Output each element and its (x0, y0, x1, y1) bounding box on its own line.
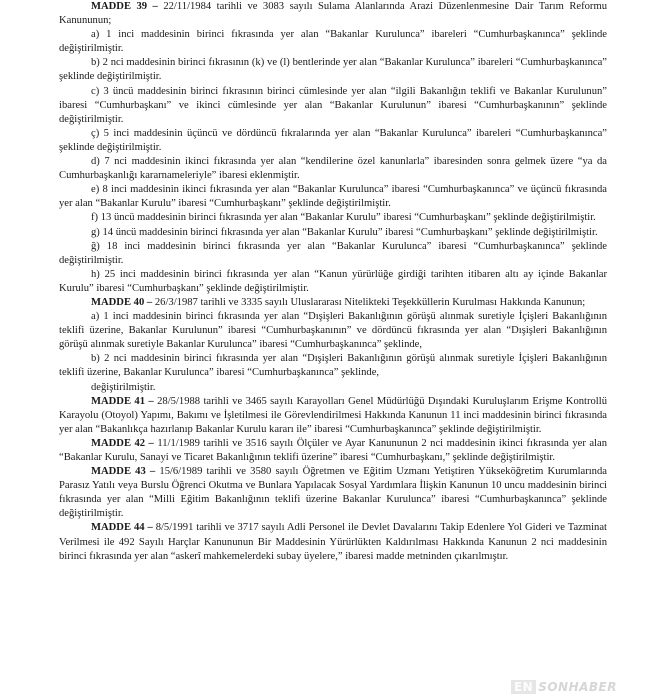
madde-39-heading: MADDE 39 – (91, 1, 158, 12)
document-body (59, 0, 607, 564)
madde-43: MADDE 43 – 15/6/1989 tarihli ve 3580 sayılı Öğretmen ve Eğitim Uzmanı Yetiştiren Yükseköğretim Kurumlarında Parasız Yatılı veya Burslu Öğrenci Okutma ve Bunlara Yapılacak Sosyal Yardımlara İlişkin Kanunun 10 uncu maddesinin birinci fıkrasında yer alan “Milli Eğitim Bakanlığının teklifi üzerine Bakanlar Kurulunca” ibaresi “Cumhurbaşkanınca” şeklinde değiştirilmiştir. (59, 466, 607, 520)
madde-43-heading: MADDE 43 – (91, 466, 156, 478)
madde-39-item-c: c) 3 üncü maddesinin birinci fıkrasının birinci cümlesinde yer alan “ilgili Bakanlığın teklifi ve Bakanlar Kurulunun” ibaresi “Cumhurbaşkanı” ve ikinci cümlesinde yer alan “Bakanlar Kurulunun” ibaresi “Cumhurbaşkanının” şeklinde değiştirilmiştir. (59, 85, 607, 125)
madde-39-item-d: d) 7 nci maddesinin ikinci fıkrasında yer alan “kendilerine özel kanunlarla” ibaresinden sonra gelmek üzere “ya da Cumhurbaşkanlığı kararnameleriyle” ibaresi eklenmiştir. (59, 156, 607, 182)
madde-39-item-g: g) 14 üncü maddesinin birinci fıkrasında yer alan “Bakanlar Kurulu” ibaresi “Cumhurbaşkanı” şeklinde değiştirilmiştir. (91, 226, 598, 238)
watermark-logo: EN SONHABER (511, 680, 617, 694)
madde-40-intro: MADDE 40 – 26/3/1987 tarihli ve 3335 sayılı Uluslararası Nitelikteki Teşekküllerin Kurulması Hakkında Kanunun; (91, 296, 586, 308)
madde-44-heading: MADDE 44 – (91, 522, 153, 534)
madde-40-heading: MADDE 40 – (91, 296, 153, 308)
madde-40-tail: değiştirilmiştir. (91, 381, 156, 393)
madde-40-item-b: b) 2 nci maddesinin birinci fıkrasında yer alan “Dışişleri Bakanlığının görüşü alınmak suretiyle İçişleri Bakanlığının teklifi üzerine, Bakanlar Kurulunca” ibaresi “Cumhurbaşkanınca” şeklinde, (59, 353, 607, 379)
madde-39-item-e: e) 8 inci maddesinin ikinci fıkrasında yer alan “Bakanlar Kurulunca” ibaresi “Cumhurbaşkanınca” ve üçüncü fıkrasında yer alan “Bakanlar Kurulu” ibaresi “Cumhurbaşkanı” şeklinde değiştirilmiştir. (59, 184, 607, 210)
madde-39-item-gg: ğ) 18 inci maddesinin birinci fıkrasında yer alan “Bakanlar Kurulunca” ibaresi “Cumhurbaşkanınca” şeklinde değiştirilmiştir. (59, 240, 607, 266)
madde-39-item-a: a) 1 inci maddesinin birinci fıkrasında yer alan “Bakanlar Kurulunca” ibareleri “Cumhurbaşkanınca” şeklinde değiştirilmiştir. (59, 29, 607, 55)
madde-39-item-cc: ç) 5 inci maddesinin üçüncü ve dördüncü fıkralarında yer alan “Bakanlar Kurulunca” ibareleri “Cumhurbaşkanınca” şeklinde değiştirilmiştir. (59, 127, 607, 153)
madde-41-heading: MADDE 41 – (91, 395, 154, 407)
madde-44: MADDE 44 – 8/5/1991 tarihli ve 3717 sayılı Adli Personel ile Devlet Davalarını Takip Edenlere Yol Gideri ve Tazminat Verilmesi ile 492 Sayılı Harçlar Kanununun Bir Maddesinin Yürürlükten Kaldırılması Hakkında Kanunun 2 nci maddesinin birinci fıkrasında yer alan “askerî mahkemelerdeki subay üyelere,” ibaresi madde metninden çıkarılmıştır. (59, 522, 607, 562)
madde-40-item-a: a) 1 inci maddesinin birinci fıkrasında yer alan “Dışişleri Bakanlığının görüşü alınmak suretiyle İçişleri Bakanlığının teklifi üzerine, Bakanlar Kurulunun” ibaresi “Cumhurbaşkanının” ve dördüncü fıkrasında yer alan “Dışişleri Bakanlığının görüşü alınmak suretiyle Bakanlar Kurulunca” ibaresi “Cumhurbaşkanınca” şeklinde, (59, 311, 607, 351)
madde-42-heading: MADDE 42 – (91, 437, 154, 449)
madde-39-item-b: b) 2 nci maddesinin birinci fıkrasının (k) ve (l) bentlerinde yer alan “Bakanlar Kurulunca” ibareleri “Cumhurbaşkanınca” şeklinde değiştirilmiştir. (59, 57, 607, 83)
madde-39-intro: MADDE 39 – 22/11/1984 tarihli ve 3083 sayılı Sulama Alanlarında Arazi Düzenlenmesine Dair Tarım Reformu Kanununun; (59, 1, 607, 27)
madde-39-item-h: h) 25 inci maddesinin birinci fıkrasında yer alan “Kanun yürürlüğe girdiği tarihten itibaren altı ay içinde Bakanlar Kurulu” ibaresi “Cumhurbaşkanı” şeklinde değiştirilmiştir. (59, 268, 607, 294)
madde-41: MADDE 41 – 28/5/1988 tarihli ve 3465 sayılı Karayolları Genel Müdürlüğü Dışındaki Kuruluşlarım Erişme Kontrollü Karayolu (Otoyol) Yapımı, Bakımı ve İşletilmesi ile Görevlendirilmesi Hakkında Kanunun 11 inci maddesinin birinci fıkrasında yer alan “Bakanlıkça hazırlanıp Bakanlar Kurulu kararı ile” ibaresi “Cumhurbaşkanınca” şeklinde değiştirilmiştir. (59, 395, 607, 435)
madde-39-item-f: f) 13 üncü maddesinin birinci fıkrasında yer alan “Bakanlar Kurulu” ibaresi “Cumhurbaşkanı” şeklinde değiştirilmiştir. (91, 212, 596, 224)
madde-42: MADDE 42 – 11/1/1989 tarihli ve 3516 sayılı Ölçüler ve Ayar Kanununun 2 nci maddesinin ikinci fıkrasında yer alan “Bakanlar Kurulu, Sanayi ve Ticaret Bakanlığının teklifi üzerine” ibaresi “Cumhurbaşkanı,” şeklinde değiştirilmiştir. (59, 437, 607, 463)
